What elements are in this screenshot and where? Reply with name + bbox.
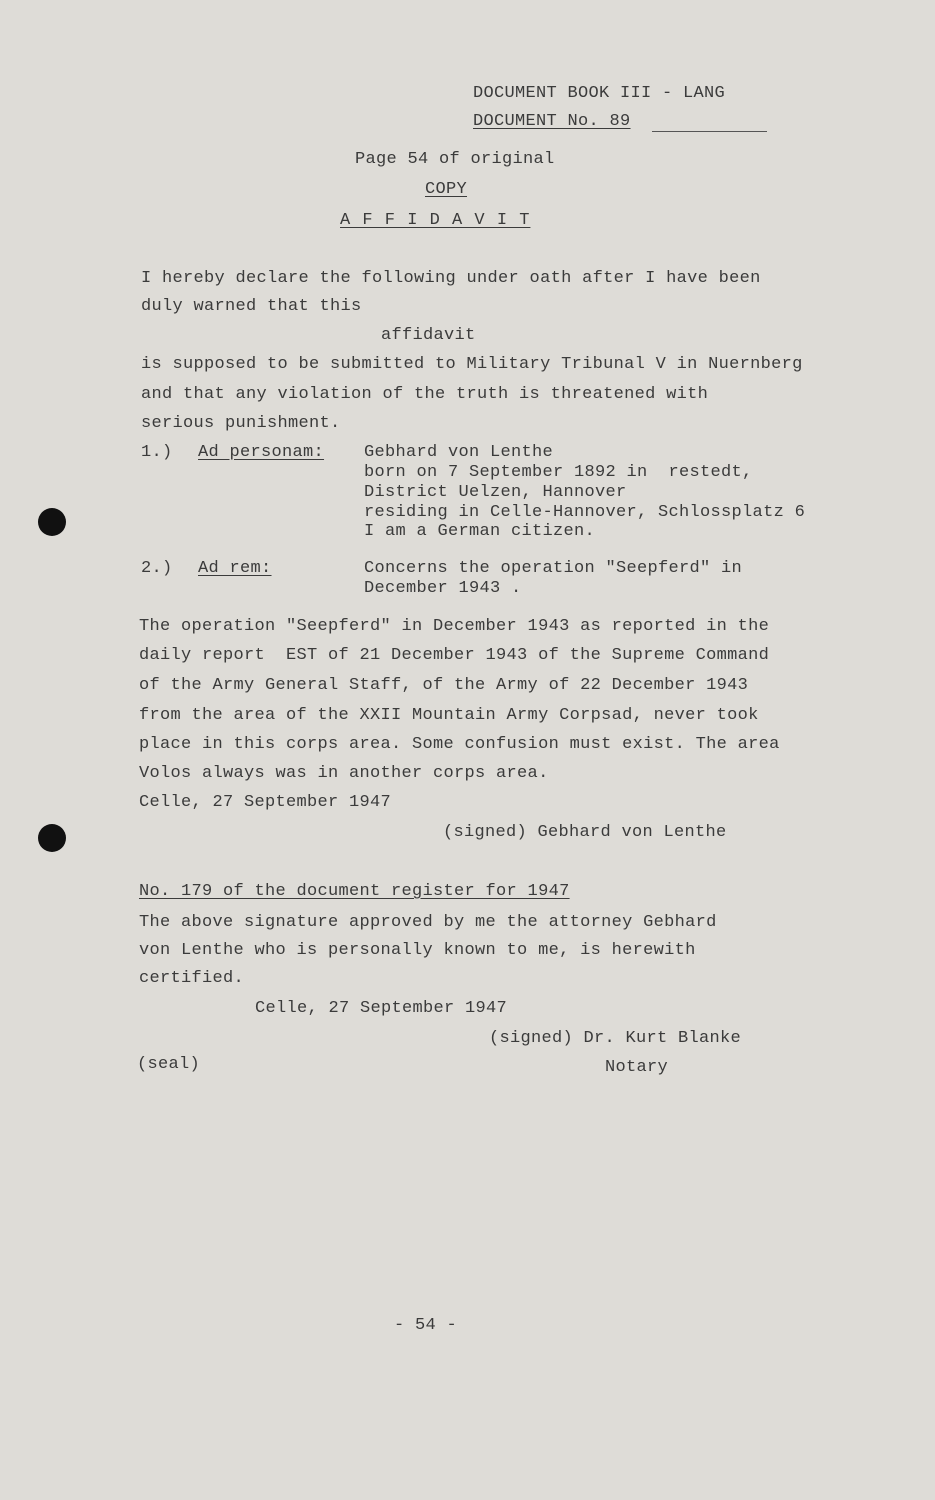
punch-hole: [38, 824, 66, 852]
notary-title: Notary: [605, 1058, 669, 1077]
place-date: Celle, 27 September 1947: [139, 793, 392, 812]
rem-line: December 1943 .: [364, 579, 522, 598]
personam-line: I am a German citizen.: [364, 522, 596, 541]
notary-line: certified.: [139, 969, 245, 988]
personam-line: Gebhard von Lenthe: [364, 443, 554, 462]
punch-hole: [38, 508, 66, 536]
ad-personam-label: Ad personam:: [198, 443, 325, 462]
intro-line: duly warned that this: [141, 297, 362, 316]
intro-line: is supposed to be submitted to Military Tribunal V in Nuernberg: [141, 355, 803, 374]
intro-line: affidavit: [381, 326, 476, 345]
ad-personam-number: 1.): [141, 443, 173, 462]
register-number: No. 179 of the document register for 1947: [139, 882, 570, 901]
seal-label: (seal): [137, 1055, 201, 1074]
intro-line: and that any violation of the truth is threatened with: [141, 385, 709, 404]
ad-rem-number: 2.): [141, 559, 173, 578]
body-line: place in this corps area. Some confusion must exist. The area: [139, 735, 780, 754]
document-number: DOCUMENT No. 89: [473, 112, 631, 131]
document-book: DOCUMENT BOOK III - LANG: [473, 84, 726, 103]
body-line: from the area of the XXII Mountain Army Corpsad, never took: [139, 706, 759, 725]
rem-line: Concerns the operation "Seepferd" in: [364, 559, 743, 578]
page-number: - 54 -: [394, 1316, 458, 1335]
page-of-original: Page 54 of original: [355, 150, 555, 169]
personam-line: born on 7 September 1892 in restedt,: [364, 463, 753, 482]
intro-line: serious punishment.: [141, 414, 341, 433]
underline-dash: [652, 131, 767, 132]
body-line: of the Army General Staff, of the Army of 22 December 1943: [139, 676, 749, 695]
notary-line: The above signature approved by me the attorney Gebhard: [139, 913, 717, 932]
personam-line: residing in Celle-Hannover, Schlossplatz 6: [364, 503, 806, 522]
body-line: The operation "Seepferd" in December 1943 as reported in the: [139, 617, 770, 636]
affiant-signature: (signed) Gebhard von Lenthe: [443, 823, 727, 842]
notary-signature: (signed) Dr. Kurt Blanke: [489, 1029, 742, 1048]
body-line: daily report EST of 21 December 1943 of the Supreme Command: [139, 646, 770, 665]
copy-label: COPY: [425, 180, 468, 199]
body-line: Volos always was in another corps area.: [139, 764, 549, 783]
notary-line: von Lenthe who is personally known to me, is herewith: [139, 941, 696, 960]
ad-rem-label: Ad rem:: [198, 559, 272, 578]
notary-place-date: Celle, 27 September 1947: [255, 999, 508, 1018]
personam-line: District Uelzen, Hannover: [364, 483, 627, 502]
affidavit-title: A F F I D A V I T: [340, 211, 531, 230]
intro-line: I hereby declare the following under oath after I have been: [141, 269, 761, 288]
